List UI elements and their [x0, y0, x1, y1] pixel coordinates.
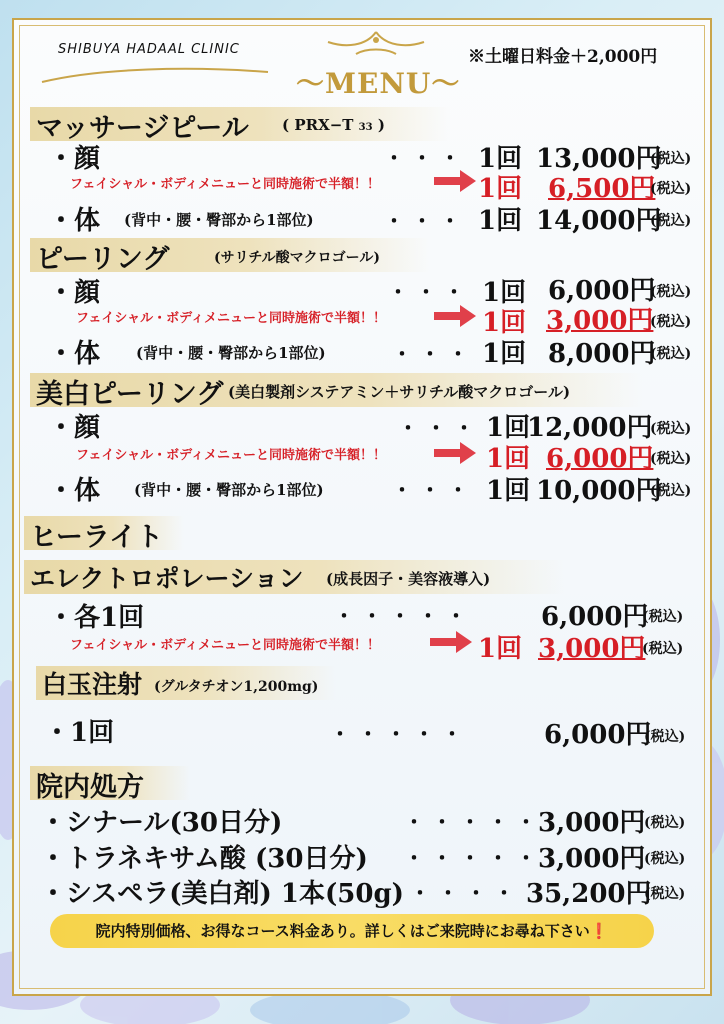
electro-item-label: ・各1回	[48, 603, 145, 633]
massage-body-count: 1回	[478, 206, 523, 236]
whitening-body-label: ・体	[48, 476, 101, 506]
tax-label: (税込)	[644, 886, 686, 902]
electro-half-count: 1回	[478, 634, 523, 664]
special-price-banner: 院内特別価格、お得なコース料金あり。詳しくはご来院時にお尋ね下さい❗	[50, 914, 654, 948]
tax-label: (税込)	[642, 609, 684, 625]
peeling-half-count: 1回	[482, 308, 527, 338]
arrow-right-icon	[434, 303, 476, 329]
massage-half-count: 1回	[478, 174, 523, 204]
peeling-face-count: 1回	[482, 278, 527, 308]
section-header-prescription	[30, 766, 190, 803]
massage-body-price: 14,000円	[536, 206, 662, 236]
prescription-item-label: ・シスペラ(美白剤) 1本(50g)	[40, 879, 404, 909]
massage-body-label: ・体	[48, 206, 101, 236]
prescription-item-label: ・シナール(30日分)	[40, 808, 283, 838]
whitening-face-price: 12,000円	[527, 413, 653, 443]
leader-dots: ・・・	[392, 478, 476, 502]
peeling-body-note: (背中・腰・臀部から1部位)	[136, 344, 326, 362]
leader-dots: ・・・	[392, 342, 476, 366]
prescription-item-label: ・トラネキサム酸 (30日分)	[40, 844, 368, 874]
leader-dots: ・・・	[384, 209, 468, 233]
peeling-face-price: 6,000円	[548, 276, 656, 306]
leader-dots: ・・・・・	[404, 846, 544, 870]
leader-dots: ・・・・	[410, 881, 522, 905]
section-header-massage-peel	[30, 107, 450, 144]
section-sub: ( PRX−T 33 )	[282, 116, 385, 134]
section-sub: (成長因子・美容液導入)	[326, 570, 491, 588]
peeling-body-label: ・体	[48, 339, 101, 369]
tax-label: (税込)	[650, 284, 692, 300]
leader-dots: ・・・・・	[404, 810, 544, 834]
peeling-face-label: ・顔	[48, 278, 101, 308]
massage-face-label: ・顔	[48, 144, 101, 174]
section-header-shiratama	[36, 666, 336, 700]
whitening-body-price: 10,000円	[536, 476, 662, 506]
section-title: ピーリング	[36, 244, 170, 275]
section-sub: (サリチル酸マクロゴール)	[214, 250, 380, 266]
electro-item-price: 6,000円	[541, 602, 649, 632]
leader-dots: ・・・・・	[330, 722, 470, 746]
saturday-fee-note: ※土曜日料金＋2,000円	[468, 47, 658, 67]
tax-label: (税込)	[650, 181, 692, 197]
arrow-right-icon	[434, 168, 476, 194]
massage-face-count: 1回	[478, 144, 523, 174]
leader-dots: ・・・	[398, 416, 482, 440]
tax-label: (税込)	[644, 851, 686, 867]
section-header-electroporation	[24, 560, 564, 594]
whitening-face-count: 1回	[486, 413, 531, 443]
tax-label: (税込)	[644, 815, 686, 831]
section-header-healite	[24, 516, 184, 553]
peeling-body-price: 8,000円	[548, 339, 656, 369]
section-title: エレクトロポレーション	[30, 564, 304, 593]
promo-text: フェイシャル・ボディメニューと同時施術で半額！！	[70, 177, 381, 192]
tax-label: (税込)	[650, 483, 692, 499]
leader-dots: ・・・	[388, 280, 472, 304]
section-sub: (グルタチオン1,200mg)	[154, 679, 319, 695]
tax-label: (税込)	[650, 421, 692, 437]
section-header-peeling	[30, 238, 430, 275]
section-title: ヒーライト	[30, 522, 164, 553]
prescription-item-price: 35,200円	[526, 879, 652, 909]
tax-label: (税込)	[650, 314, 692, 330]
section-title: 白玉注射	[42, 670, 143, 699]
shiratama-item-label: ・1回	[44, 718, 115, 748]
promo-text: フェイシャル・ボディメニューと同時施術で半額！！	[76, 448, 387, 463]
clinic-logo: SHIBUYA HADAAL CLINIC	[58, 42, 240, 57]
whitening-body-note: (背中・腰・臀部から1部位)	[134, 481, 324, 499]
peeling-body-count: 1回	[482, 339, 527, 369]
massage-half-price: 6,500円	[548, 174, 656, 204]
promo-text: フェイシャル・ボディメニューと同時施術で半額！！	[76, 311, 387, 326]
arrow-right-icon	[430, 629, 472, 655]
section-header-whitening-peeling	[30, 373, 642, 410]
massage-body-note: (背中・腰・臀部から1部位)	[124, 211, 314, 229]
massage-face-price: 13,000円	[536, 144, 662, 174]
tax-label: (税込)	[650, 213, 692, 229]
whitening-half-price: 6,000円	[546, 444, 654, 474]
tax-label: (税込)	[650, 346, 692, 362]
prescription-item-price: 3,000円	[538, 808, 646, 838]
logo-swoosh	[40, 64, 270, 84]
arrow-right-icon	[434, 440, 476, 466]
whitening-body-count: 1回	[486, 476, 531, 506]
ornament-icon	[316, 28, 436, 60]
section-title: 美白ピーリング	[36, 379, 224, 410]
section-title: 院内処方	[36, 772, 144, 803]
promo-text: フェイシャル・ボディメニューと同時施術で半額！！	[70, 638, 381, 653]
leader-dots: ・・・・・	[334, 604, 474, 628]
tax-label: (税込)	[644, 729, 686, 745]
tax-label: (税込)	[650, 151, 692, 167]
tax-label: (税込)	[642, 641, 684, 657]
leader-dots: ・・・	[384, 146, 468, 170]
prescription-item-price: 3,000円	[538, 844, 646, 874]
page-title: 〜MENU〜	[296, 67, 461, 100]
shiratama-item-price: 6,000円	[544, 720, 652, 750]
peeling-half-price: 3,000円	[546, 306, 654, 336]
whitening-half-count: 1回	[486, 444, 531, 474]
section-sub: (美白製剤システアミン＋サリチル酸マクロゴール)	[228, 383, 571, 401]
whitening-face-label: ・顔	[48, 413, 101, 443]
tax-label: (税込)	[650, 451, 692, 467]
section-title: マッサージピール	[36, 113, 249, 144]
electro-half-price: 3,000円	[538, 634, 646, 664]
